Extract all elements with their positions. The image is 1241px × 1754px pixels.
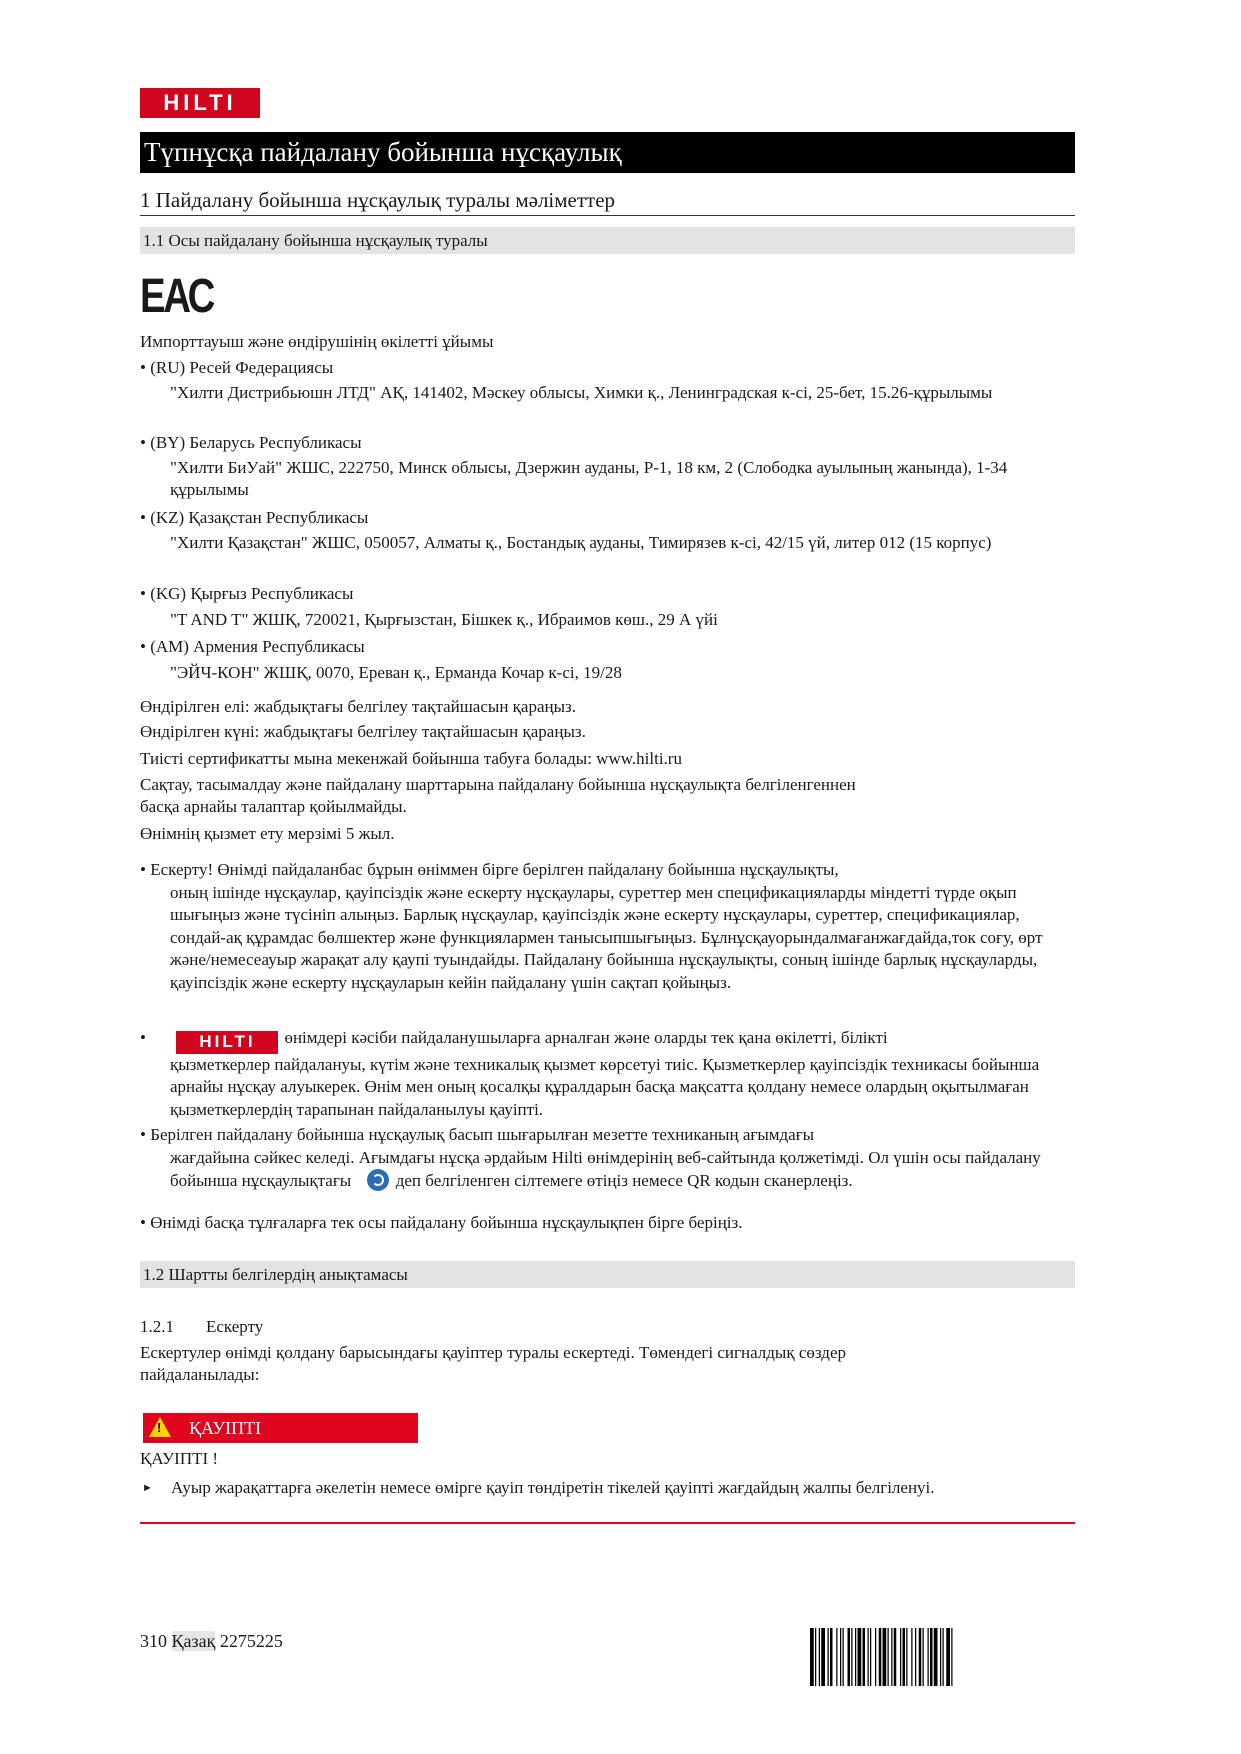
importer-address: "Хилти БиУай" ЖШС, 222750, Минск облысы, Дзержин ауданы, Р-1, 18 км, 2 (Слободка ауылының жанында), 1-34 құрылымы xyxy=(170,458,1008,499)
danger-text: Ауыр жарақаттарға әкелетін немесе өмірге қауіп төндіретін тікелей қауіпті жағдайдың жалпы белгіленуі. xyxy=(171,1478,935,1497)
barcode-bar xyxy=(819,1628,820,1686)
warning-text-part: деп белгіленген сілтемеге өтіңіз немесе QR кодын сканерлеңіз. xyxy=(395,1171,853,1190)
section-heading-1-2-1 xyxy=(140,1316,263,1338)
hilti-logo-text: HILTI xyxy=(199,1032,256,1051)
barcode-bar xyxy=(928,1628,929,1686)
danger-description xyxy=(140,1477,1040,1499)
barcode-bar xyxy=(870,1628,871,1686)
warning-item: • Өнімді басқа тұлғаларға тек осы пайдалану бойынша нұсқаулықпен бірге беріңіз. xyxy=(140,1213,743,1232)
importer-address: "Хилти Қазақстан" ЖШС, 050057, Алматы қ., Бостандық ауданы, Тимирязев к-сі, 42/15 үй, литер 012 (15 корпус) xyxy=(170,533,992,552)
document-title: Түпнұсқа пайдалану бойынша нұсқаулық xyxy=(140,132,1075,173)
warning-intro-line-1: Ескертулер өнімді қолдану барысындағы қауіптер туралы ескертеді. Төмендегі сигналдық сөздер xyxy=(140,1343,846,1362)
warning-item xyxy=(140,1027,1060,1121)
document-code: 2275225 xyxy=(219,1631,283,1651)
heading-title: Ескерту xyxy=(206,1317,264,1336)
warning-text: қызметкерлер пайдалануы, күтім және техникалық қызмет көрсетуі тиіс. Қызметкерлер қауіпсіздік техникасы бойынша арнайы нұсқау алуыкерек. Өнім мен оның қосалқы құралдарын басқа мақсатта қолдану немесе олардың оқытылмаған қызметкерлердің тарапынан пайдаланылуы қауіпті. xyxy=(170,1054,1040,1119)
importer-country: • (BY) Беларусь Республикасы xyxy=(140,433,362,452)
barcode-bar xyxy=(875,1628,876,1686)
warning-intro-line-2: пайдаланылады: xyxy=(140,1365,260,1384)
barcode-bar xyxy=(836,1628,837,1686)
bullet: • xyxy=(140,1028,146,1047)
barcode-bar xyxy=(934,1628,938,1686)
barcode-bar xyxy=(894,1628,897,1686)
barcode-bar xyxy=(858,1628,862,1686)
importer-address: "ЭЙЧ-КОН" ЖШҚ, 0070, Ереван қ., Ерманда Кочар к-сі, 19/28 xyxy=(170,663,622,682)
barcode-bar xyxy=(810,1628,814,1686)
page-number: 310 xyxy=(140,1631,167,1651)
danger-heading: ҚАУІПТІ ! xyxy=(140,1449,219,1468)
storage-line-1: Сақтау, тасымалдау және пайдалану шарттарына пайдалану бойынша нұсқаулықта белгіленгеннен xyxy=(140,775,856,794)
barcode-bar xyxy=(843,1628,844,1686)
barcode-bar xyxy=(840,1628,841,1686)
warning-text-part: жағдайына сәйкес келеді. Ағымдағы нұсқа әрдайым Hilti өнімдерінің веб-сайтында қолжетімді. Ол үшін осы пайдалану бойынша нұсқаулықтағы xyxy=(170,1147,1041,1190)
section-heading-1-2: 1.2 Шартты белгілердің анықтамасы xyxy=(140,1261,1075,1288)
barcode-bar xyxy=(851,1628,852,1686)
page-footer xyxy=(140,1630,283,1652)
heading-number: 1.2.1 xyxy=(140,1317,174,1336)
hilti-inline-logo xyxy=(176,1031,278,1054)
warning-first-line xyxy=(140,1027,1060,1054)
warning-exclaim: ! xyxy=(157,1420,162,1435)
service-life: Өнімнің қызмет ету мерзімі 5 жыл. xyxy=(140,824,395,843)
section-heading-1-1: 1.1 Осы пайдалану бойынша нұсқаулық туралы xyxy=(140,227,1075,254)
barcode-bar xyxy=(951,1628,952,1686)
barcode-bar xyxy=(923,1628,924,1686)
barcode-bar xyxy=(821,1628,825,1686)
barcode-bar xyxy=(855,1628,856,1686)
importer-country: • (KG) Қырғыз Республикасы xyxy=(140,584,354,603)
barcode-bar xyxy=(883,1628,887,1686)
barcode-bar xyxy=(900,1628,901,1686)
barcode-bar xyxy=(930,1628,933,1686)
importer-address: "T AND T" ЖШҚ, 720021, Қырғызстан, Бішкек қ., Ибраимов көш., 29 А үйі xyxy=(170,610,718,629)
hilti-logo-text: HILTI xyxy=(163,90,237,115)
warning-text xyxy=(140,1147,1060,1193)
danger-label: ҚАУІПТІ xyxy=(189,1418,262,1438)
country-of-origin: Өндірілген елі: жабдықтағы белгілеу тақтайшасын қараңыз. xyxy=(140,697,577,716)
barcode-bar xyxy=(848,1628,851,1686)
warning-item xyxy=(140,859,1060,994)
date-of-manufacture: Өндірілген күні: жабдықтағы белгілеу тақтайшасын қараңыз. xyxy=(140,722,586,741)
hilti-logo xyxy=(140,88,260,118)
warning-text: өнімдері кәсіби пайдаланушыларға арналған және оларды тек қана өкілетті, білікті xyxy=(284,1028,888,1047)
barcode-bar xyxy=(815,1628,816,1686)
warning-first-line: • Берілген пайдалану бойынша нұсқаулық басып шығарылған мезетте техниканың ағымдағы xyxy=(140,1125,815,1144)
barcode-bar xyxy=(828,1628,829,1686)
importer-address: "Хилти Дистрибьюшн ЛТД" АҚ, 141402, Мәскеу облысы, Химки қ., Ленинградская к-сі, 25-бет, 15.26-құрылымы xyxy=(170,383,993,402)
barcode-bar xyxy=(903,1628,906,1686)
warning-first-line: • Ескерту! Өнімді пайдаланбас бұрын өніммен бірге берілген пайдалану бойынша нұсқаулықты, xyxy=(140,860,839,879)
barcode-bar xyxy=(891,1628,892,1686)
barcode-bar xyxy=(888,1628,889,1686)
barcode-bar xyxy=(943,1628,944,1686)
danger-divider xyxy=(140,1522,1075,1524)
barcode-bar xyxy=(906,1628,907,1686)
barcode-bar xyxy=(911,1628,912,1686)
barcode-bar xyxy=(879,1628,882,1686)
danger-label-bar xyxy=(143,1413,418,1443)
certificate-info: Тиісті сертификатты мына мекенжай бойынша табуға болады: www.hilti.ru xyxy=(140,749,682,768)
link-icon[interactable] xyxy=(367,1169,389,1191)
importer-country: • (KZ) Қазақстан Республикасы xyxy=(140,508,369,527)
importer-country: • (AM) Армения Республикасы xyxy=(140,637,365,656)
footer-language: Қазақ xyxy=(171,1631,216,1651)
barcode xyxy=(810,1628,1068,1686)
warning-item xyxy=(140,1124,1060,1193)
barcode-bar xyxy=(868,1628,869,1686)
barcode-bar xyxy=(915,1628,916,1686)
barcode-bar xyxy=(863,1628,866,1686)
eac-mark: ЕАС xyxy=(140,270,213,323)
barcode-bar xyxy=(830,1628,833,1686)
importer-country: • (RU) Ресей Федерациясы xyxy=(140,358,334,377)
barcode-bar xyxy=(919,1628,922,1686)
barcode-bar xyxy=(946,1628,950,1686)
storage-line-2: басқа арнайы талаптар қойылмайды. xyxy=(140,797,407,816)
importer-heading: Импорттауыш және өндірушінің өкілетті ұйымы xyxy=(140,332,494,351)
arrow-bullet-icon: ► xyxy=(142,1482,153,1494)
section-heading-1: 1 Пайдалану бойынша нұсқаулық туралы мәліметтер xyxy=(140,187,1075,216)
warning-text: оның ішінде нұсқаулар, қауіпсіздік және ескерту нұсқаулары, суреттер мен спецификацияларды міндетті түрде оқып шығыңыз және түсініп алыңыз. Барлық нұсқаулар, қауіпсіздік және ескерту нұсқаулары, суреттер, спецификациялар, сондай-ақ құрамдас бөлшектер және функциялармен танысыпшығыңыз. Бұлнұсқауорындалмағанжағдайда,ток соғу, өрт және/немесеауыр жарақат алу қаупі туындайды. Пайдалану бойынша нұсқаулықты, соның ішінде барлық нұсқауларды, қауіпсіздік және ескерту нұсқауларын кейін пайдалану үшін сақтап қойыңыз. xyxy=(170,882,1043,992)
barcode-bar xyxy=(940,1628,941,1686)
